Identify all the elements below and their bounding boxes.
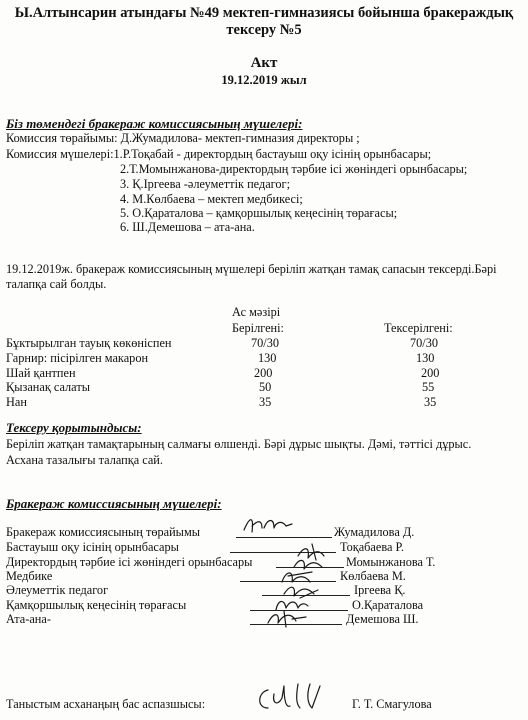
menu-group-header: Ас мәзірі (232, 305, 281, 319)
dish-checked: 70/30 (410, 336, 439, 350)
result-heading: Тексеру қорытындысы: (6, 420, 142, 435)
commission-member-5: 5. О.Қаратaлова – қамқоршылық кеңесінің төрағасы; (120, 206, 398, 220)
result-line2: Асхана тазалығы талапқа сай. (6, 453, 163, 467)
signature-role: Ата-ана- (6, 612, 51, 626)
column-header-checked: Тексерілгені: (384, 321, 453, 335)
act-heading: Акт (250, 55, 278, 71)
table-row (6, 336, 506, 351)
commission-member-3: 3. Қ.Іргеева -әлеуметтік педагог; (120, 177, 291, 191)
signature-role: Бракераж комиссиясының төрайымы (6, 525, 200, 539)
signature-role: Медбике (6, 569, 53, 583)
footer-name: Г. Т. Смагулова (352, 697, 432, 711)
signature-name: Іргеева Қ. (354, 583, 406, 597)
signature-name: Жумадилова Д. (334, 525, 415, 539)
handwritten-signature-7 (262, 607, 312, 629)
statement-line1: 19.12.2019ж. бракераж комиссиясының мүшелері берiлiп жатқан тамақ сапасын тексердi.Бәрi (6, 262, 497, 276)
dish-name: Бұктырылган тауық көкөніспен (6, 336, 172, 350)
commission-member-6: 6. Ш.Демешова – ата-ана. (120, 220, 255, 234)
table-row (6, 380, 506, 395)
signature-name: О.Қаратaлова (352, 598, 424, 612)
dish-given: 35 (259, 395, 272, 409)
dish-checked: 55 (422, 380, 435, 394)
signature-name: Тоқабаева Р. (340, 540, 404, 554)
dish-checked: 130 (416, 351, 435, 365)
dish-name: Қызанақ салаты (6, 380, 90, 394)
commission-chair: Комиссия төрайымы: Д.Жумадилова- мектеп-гимназия директоры ; (6, 131, 360, 145)
document-title-line1: Ы.Алтынсарин атындағы №49 мектеп-гимназиясы бойынша бракераждық (14, 5, 514, 21)
commission-member-2: 2.Т.Момынжанова-директордың тәрбие ісі жөніндегі орынбасары; (120, 162, 468, 176)
signatures-heading: Бракераж комиссиясының мүшелері: (6, 496, 222, 511)
dish-given: 200 (254, 366, 273, 380)
dish-name: Нан (6, 395, 27, 409)
signature-role: Әлеуметтік педагог (6, 583, 109, 597)
signature-name: Демешова Ш. (346, 612, 419, 626)
signature-name: Момынжанова Т. (346, 555, 436, 569)
column-header-given: Берілгені: (232, 321, 284, 335)
commission-members-label: Комиссия мүшелері:1.Р.Тоқабай - директордың бастауыш оқу ісінің орынбасары; (6, 147, 432, 161)
table-row (6, 351, 506, 366)
dish-checked: 35 (424, 395, 437, 409)
dish-name: Шай қантпен (6, 366, 76, 380)
handwritten-signature-chef (254, 680, 334, 714)
document-title-line2: тексеру №5 (226, 22, 302, 38)
table-row (6, 395, 506, 410)
commission-member-4: 4. М.Көлбаева – мектеп медбикесі; (120, 192, 303, 206)
statement-line2: талапқа сай болды. (6, 277, 107, 291)
dish-given: 130 (258, 351, 277, 365)
dish-name: Гарнир: пісірілген макарон (6, 351, 149, 365)
footer-role: Таныстым асханаңың бас аспазшысы: (6, 697, 206, 711)
act-date: 19.12.2019 жыл (221, 73, 307, 87)
signature-role: Бастауыш оқу ісінің орынбасары (6, 540, 179, 554)
result-line1: Берілiп жатқан тамақтарының салмағы өлшендi. Бәрi дұрыс шықты. Дәмi, тәттiсi дұрыс. (6, 437, 472, 451)
commission-heading: Біз төмендегі бракераж комиссиясының мүшелері: (6, 116, 303, 131)
dish-checked: 200 (421, 366, 440, 380)
table-row (6, 366, 506, 381)
signature-role: Директордың тәрбие ісі жөніндегі орынбасары (6, 555, 253, 569)
signature-role: Қамқоршылық кеңесінің төрағасы (6, 598, 187, 612)
signature-name: Көлбаева М. (340, 569, 406, 583)
dish-given: 70/30 (251, 336, 280, 350)
dish-given: 50 (259, 380, 272, 394)
handwritten-signature-1 (240, 512, 300, 538)
